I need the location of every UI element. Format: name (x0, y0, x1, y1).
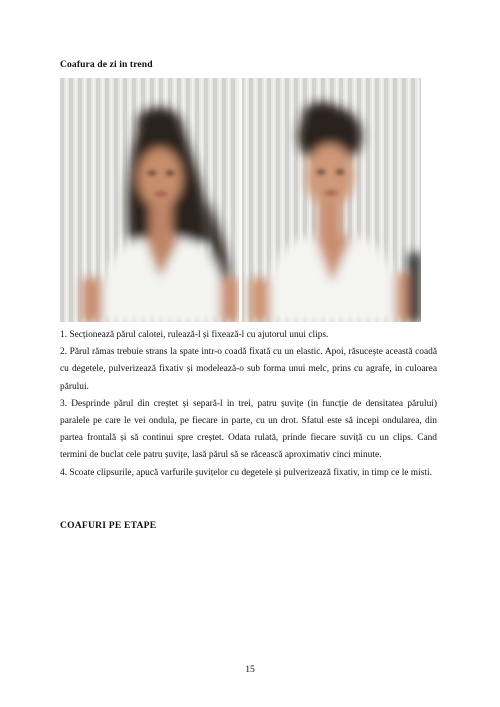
photo-left (60, 78, 240, 322)
hairstyle-before-after-photo (60, 78, 421, 322)
page-number: 15 (245, 664, 255, 675)
step-4: 4. Scoate clipsurile, apucă varfurile șuvițelor cu degetele și pulverizează fixativ, in timp ce le misti. (60, 467, 432, 478)
section-title: COAFURI PE ETAPE (60, 520, 157, 531)
instructions-text (60, 327, 437, 482)
step-3: 3. Desprinde părul din creștet și separă-l in trei, patru șuvițe (in funcție de densitatea părului) paralele pe care le vei ondula, pe fiecare in parte, cu un drot. Sfatul este să incepi ondularea, din partea frontală și să continui spre creștet. Odata rulată, prinde fiecare suviță cu un clips. Cand termini de buclat cele patru șuvițe, lasă părul să se răcească aproximativ cinci minute. (60, 398, 437, 461)
photo-right (242, 78, 421, 322)
step-2: 2. Părul rămas trebuie strans la spate intr-o coadă fixată cu un elastic. Apoi, răsucește această coadă cu degetele, pulverizează fixativ și modelează-o sub forma unui melc, prins cu agrafe, in culoarea părului. (60, 347, 437, 392)
step-1: 1. Secționează părul calotei, rulează-l și fixează-l cu ajutorul unui clips. (60, 330, 329, 340)
page-heading: Coafura de zi in trend (60, 59, 153, 70)
